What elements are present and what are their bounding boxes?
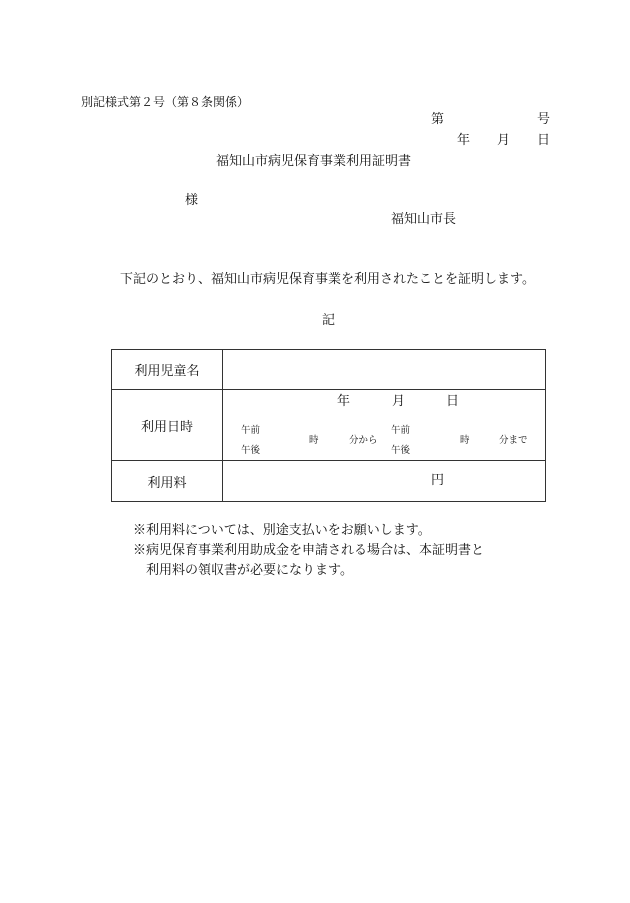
end-minute-until: 分まで bbox=[499, 435, 528, 446]
fee-field bbox=[223, 461, 546, 502]
date-day: 日 bbox=[537, 133, 551, 148]
note-line-2: ※病児保育事業利用助成金を申請される場合は、本証明書と bbox=[133, 543, 485, 558]
ki-heading: 記 bbox=[322, 313, 336, 328]
child-name-label: 利用児童名 bbox=[112, 350, 223, 390]
start-minute-from: 分から bbox=[349, 435, 378, 446]
document-title: 福知山市病児保育事業利用証明書 bbox=[216, 154, 412, 169]
number-go: 号 bbox=[537, 112, 551, 127]
date-month: 月 bbox=[497, 133, 511, 148]
end-pm: 午後 bbox=[391, 445, 411, 456]
child-name-field bbox=[223, 350, 546, 390]
usage-year: 年 bbox=[337, 394, 351, 409]
usage-datetime-field bbox=[223, 390, 546, 461]
issuer-name: 福知山市長 bbox=[391, 212, 457, 227]
start-pm: 午後 bbox=[241, 445, 261, 456]
note-line-3: 利用料の領収書が必要になります。 bbox=[146, 563, 353, 578]
table-row-fee bbox=[112, 461, 546, 502]
body-text: 下記のとおり、福知山市病児保育事業を利用されたことを証明します。 bbox=[120, 272, 535, 287]
note-line-1: ※利用料については、別途支払いをお願いします。 bbox=[133, 523, 431, 538]
table-row-usage-datetime bbox=[112, 390, 546, 461]
table-row-child-name bbox=[112, 350, 546, 390]
usage-table bbox=[111, 349, 546, 502]
usage-month: 月 bbox=[392, 394, 406, 409]
number-dai: 第 bbox=[431, 112, 445, 127]
fee-yen-unit: 円 bbox=[431, 473, 445, 488]
usage-datetime-label: 利用日時 bbox=[112, 390, 223, 461]
end-hour-unit: 時 bbox=[460, 435, 470, 446]
fee-label: 利用料 bbox=[112, 461, 223, 502]
start-am: 午前 bbox=[241, 425, 261, 436]
form-reference: 別記様式第２号（第８条関係） bbox=[81, 95, 250, 109]
start-hour-unit: 時 bbox=[309, 435, 319, 446]
usage-day: 日 bbox=[446, 394, 460, 409]
addressee-suffix: 様 bbox=[185, 193, 199, 208]
end-am: 午前 bbox=[391, 425, 411, 436]
date-year: 年 bbox=[457, 133, 471, 148]
